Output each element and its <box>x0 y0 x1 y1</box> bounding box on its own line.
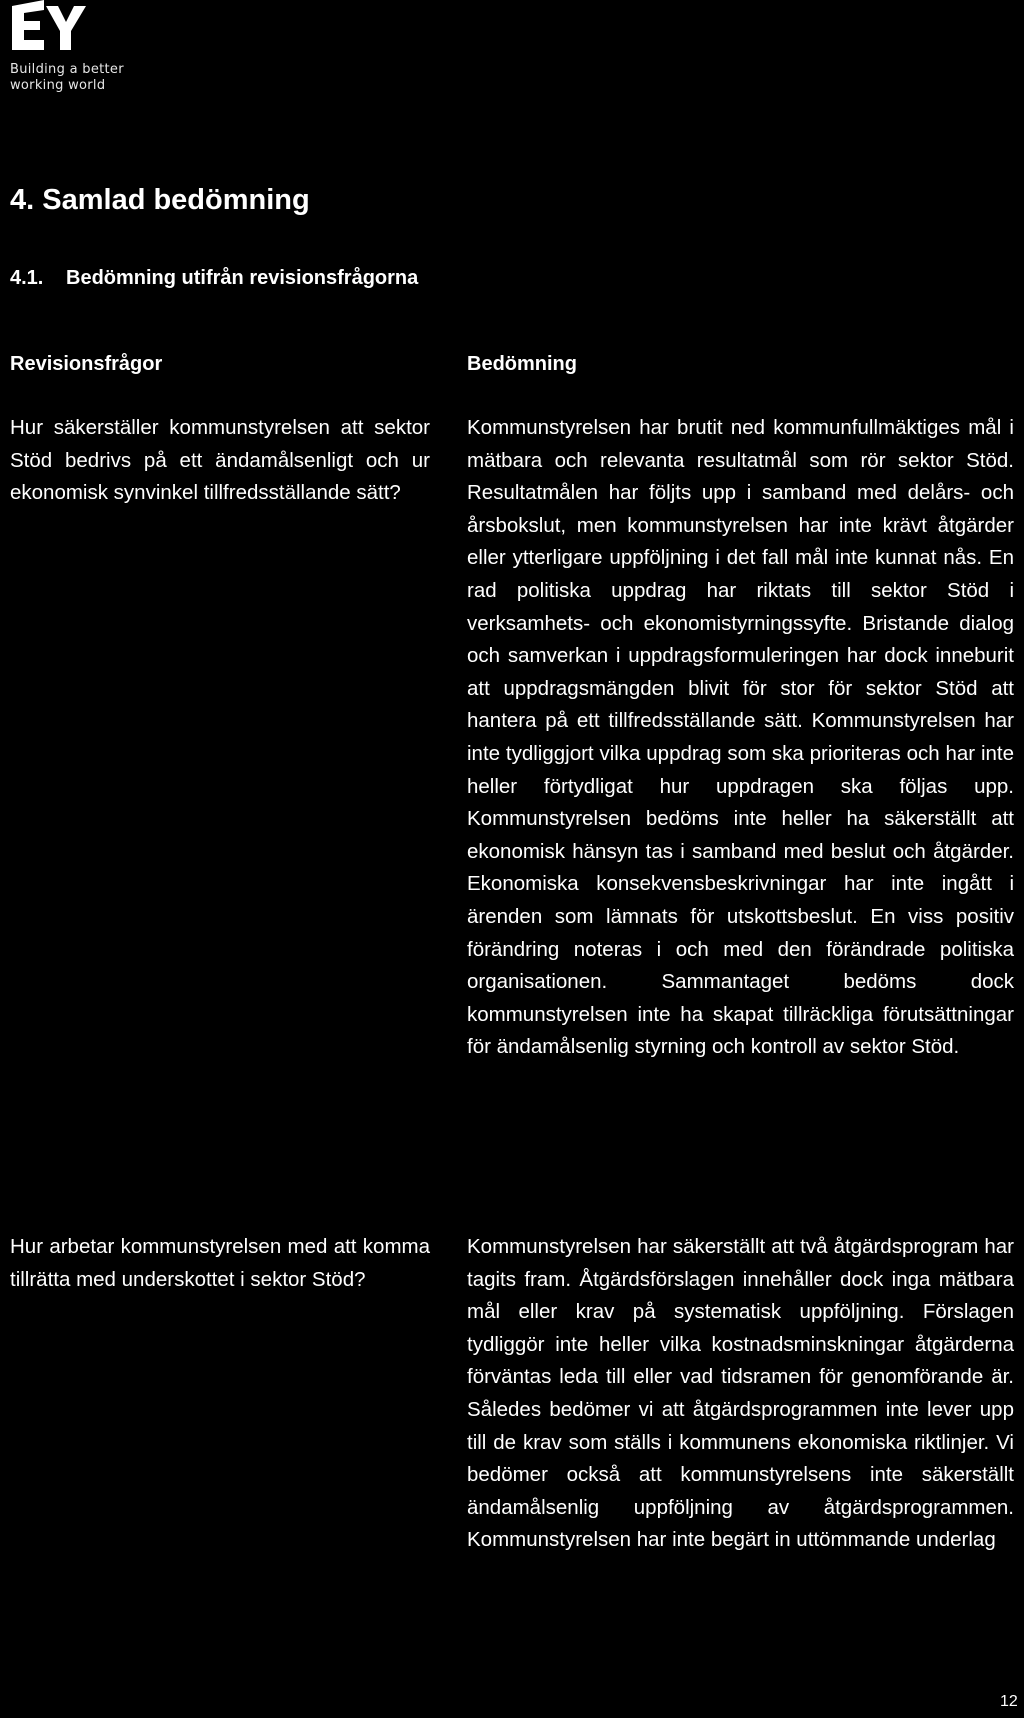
section-title: Samlad bedömning <box>42 184 310 216</box>
question-1: Hur säkerställer kommunstyrelsen att sektor Stöd bedrivs på ett ändamålsenligt och ur ekonomisk synvinkel tillfredsställande sätt? <box>10 416 430 505</box>
question-2: Hur arbetar kommunstyrelsen med att komma tillrätta med underskottet i sektor Stöd? <box>10 1235 430 1291</box>
assessment-1: Kommunstyrelsen har brutit ned kommunfullmäktiges mål i mätbara och relevanta resultatmål som rör sektor Stöd. Resultatmålen har följts upp i samband med delårs- och årsbokslut, men kommunstyrelsen har inte krävt åtgärder eller ytterligare uppföljning i det fall mål inte kunnat nås. En rad politiska uppdrag har riktats till sektor Stöd i verksamhets- och ekonomistyrningssyfte. Bristande dialog och samverkan i uppdragsformuleringen har dock inneburit att uppdragsmängden blivit för stor för sektor Stöd att hantera på ett tillfredsställande sätt. Kommunstyrelsen har inte tydliggjort vilka uppdrag som ska prioriteras och har inte heller förtydligat hur uppdragen ska följas upp. Kommunstyrelsen bedöms inte heller ha säkerställt att ekonomisk hänsyn tas i samband med beslut och åtgärder. Ekonomiska konsekvensbeskrivningar har inte ingått i ärenden som lämnats för utskottsbeslut. En viss positiv förändring noteras i och med den förändrade politiska organisationen. Sammantaget bedöms dock kommunstyrelsen inte ha skapat tillräckliga förutsättningar för ändamålsenlig styrning och kontroll av sektor Stöd. <box>467 416 1014 1059</box>
subsection-number: 4.1. <box>10 267 44 289</box>
section-number: 4. <box>10 184 35 216</box>
assessment-2: Kommunstyrelsen har säkerställt att två åtgärdsprogram har tagits fram. Åtgärdsförslagen innehåller dock inga mätbara mål eller krav på systematisk uppföljning. Förslagen tydliggör inte heller vilka kostnadsminskningar åtgärderna förväntas leda till eller vad tidsramen för genomförande är. Således bedömer vi att åtgärdsprogrammen inte lever upp till de krav som ställs i kommunens ekonomiska riktlinjer. Vi bedömer också att kommunstyrelsens inte säkerställt ändamålsenlig uppföljning av åtgärdsprogrammen. Kommunstyrelsen har inte begärt in uttömmande underlag <box>467 1235 1014 1552</box>
ey-logo-mark <box>10 0 92 52</box>
subsection-heading <box>10 265 418 291</box>
ey-tagline <box>10 62 170 94</box>
section-heading <box>10 182 310 218</box>
subsection-title: Bedömning utifrån revisionsfrågorna <box>66 267 419 289</box>
ey-tagline-line1: Building a better <box>10 62 124 77</box>
page-number: 12 <box>1000 1693 1018 1710</box>
assessment-column-header: Bedömning <box>467 353 577 375</box>
ey-logo <box>10 0 170 110</box>
questions-column-header: Revisionsfrågor <box>10 353 163 375</box>
ey-tagline-line2: working world <box>10 78 106 93</box>
